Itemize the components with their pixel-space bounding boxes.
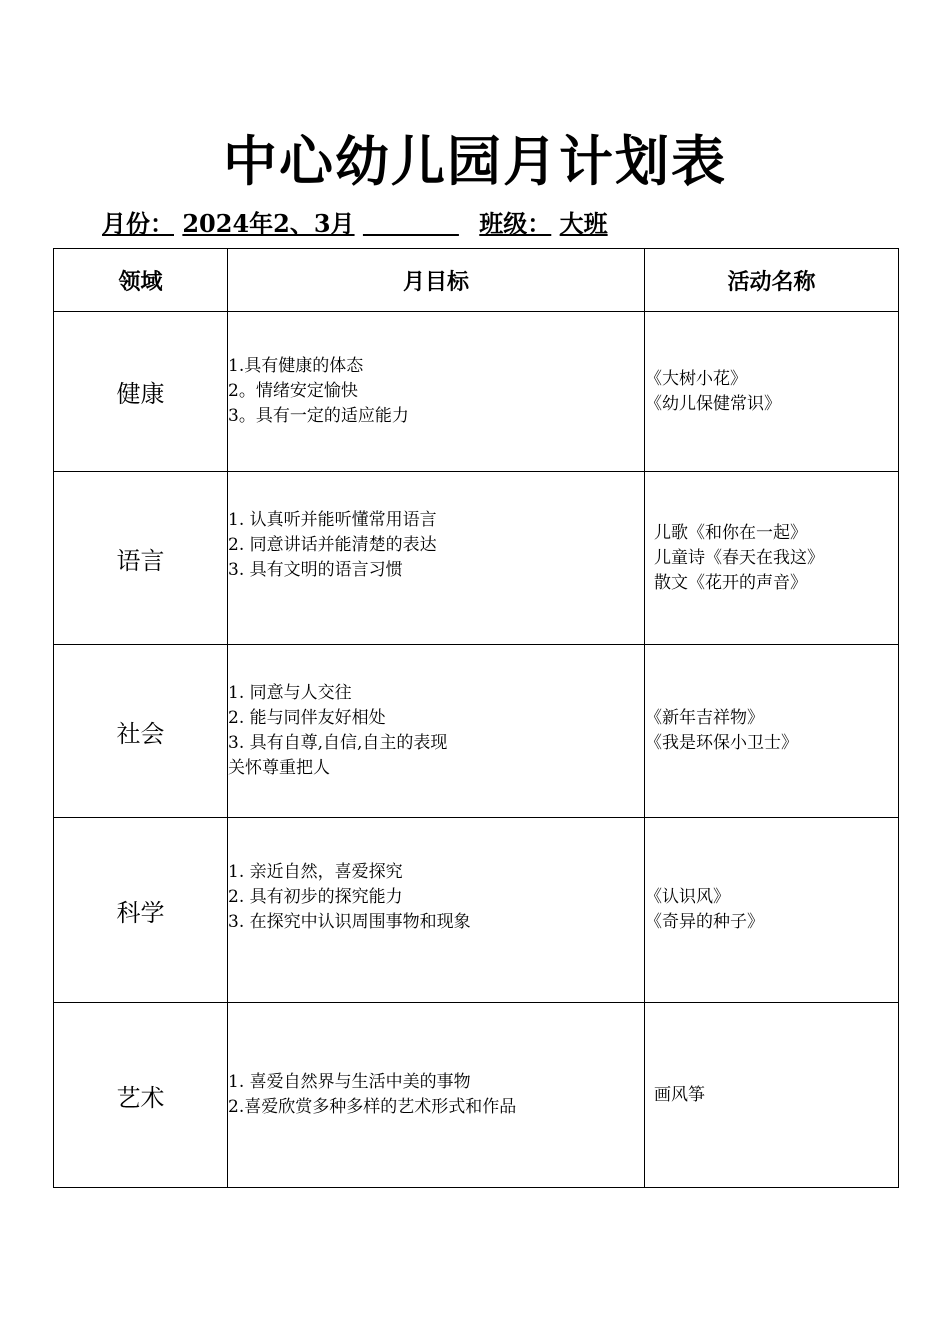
table-row-art — [54, 1003, 899, 1188]
activity-item: 《认识风》 — [645, 887, 730, 907]
goal-item: 3。具有一定的适应能力 — [228, 406, 409, 426]
header-monthly-goals: 月目标 — [228, 249, 645, 312]
class-value: 大班 — [559, 209, 608, 238]
goal-item: 1. 同意与人交往 — [228, 683, 352, 703]
table-header-row — [54, 249, 899, 312]
table-row-society — [54, 645, 899, 818]
goals-cell — [228, 1003, 645, 1188]
goal-item: 2.喜爱欣赏多种多样的艺术形式和作品 — [228, 1097, 517, 1117]
goals-cell — [228, 312, 645, 472]
activity-item: 儿童诗《春天在我这》 — [654, 547, 824, 568]
domain-cell: 语言 — [54, 472, 228, 645]
domain-cell: 科学 — [54, 818, 228, 1003]
activity-item: 《幼儿保健常识》 — [645, 393, 781, 414]
header-domain: 领域 — [54, 249, 228, 312]
activity-item: 《新年吉祥物》 — [645, 708, 764, 728]
goals-cell — [228, 645, 645, 818]
goal-item: 1. 喜爱自然界与生活中美的事物 — [228, 1072, 471, 1092]
class-label: 班级： — [479, 209, 552, 238]
month-value: 2024年2、3月 — [182, 209, 355, 238]
plan-meta — [102, 206, 608, 242]
meta-spacer — [363, 206, 471, 242]
activity-item: 儿歌《和你在一起》 — [654, 522, 807, 543]
goal-item: 1. 认真听并能听懂常用语言 — [228, 510, 437, 530]
activities-cell — [645, 472, 899, 645]
activity-item: 《我是环保小卫士》 — [645, 733, 798, 753]
month-label: 月份： — [102, 209, 174, 238]
goal-item: 2. 具有初步的探究能力 — [228, 887, 403, 907]
goal-item: 关怀尊重把人 — [228, 758, 330, 778]
goal-item: 3. 在探究中认识周围事物和现象 — [228, 912, 471, 932]
table-row-health — [54, 312, 899, 472]
table-row-language — [54, 472, 899, 645]
goal-item: 3. 具有自尊,自信,自主的表现 — [228, 733, 448, 753]
activities-cell — [645, 312, 899, 472]
domain-cell: 健康 — [54, 312, 228, 472]
activities-cell — [645, 645, 899, 818]
goal-item: 2. 同意讲话并能清楚的表达 — [228, 535, 437, 555]
goals-cell — [228, 472, 645, 645]
goal-item: 2。情绪安定愉快 — [228, 381, 358, 401]
page-title: 中心幼儿园月计划表 — [223, 130, 727, 193]
monthly-plan-table — [53, 248, 899, 1188]
domain-cell: 社会 — [54, 645, 228, 818]
activities-cell — [645, 818, 899, 1003]
activities-cell — [645, 1003, 899, 1188]
table-row-science — [54, 818, 899, 1003]
goals-cell — [228, 818, 645, 1003]
goal-item: 2. 能与同伴友好相处 — [228, 708, 386, 728]
goal-item: 1.具有健康的体态 — [228, 356, 364, 376]
activity-item: 画风筝 — [654, 1084, 705, 1105]
goal-item: 1. 亲近自然，喜爱探究 — [228, 862, 403, 882]
activity-item: 《大树小花》 — [645, 368, 747, 389]
activity-item: 散文《花开的声音》 — [654, 572, 807, 593]
activity-item: 《奇异的种子》 — [645, 912, 764, 932]
goal-item: 3. 具有文明的语言习惯 — [228, 560, 403, 580]
header-activity-names: 活动名称 — [645, 249, 899, 312]
domain-cell: 艺术 — [54, 1003, 228, 1188]
